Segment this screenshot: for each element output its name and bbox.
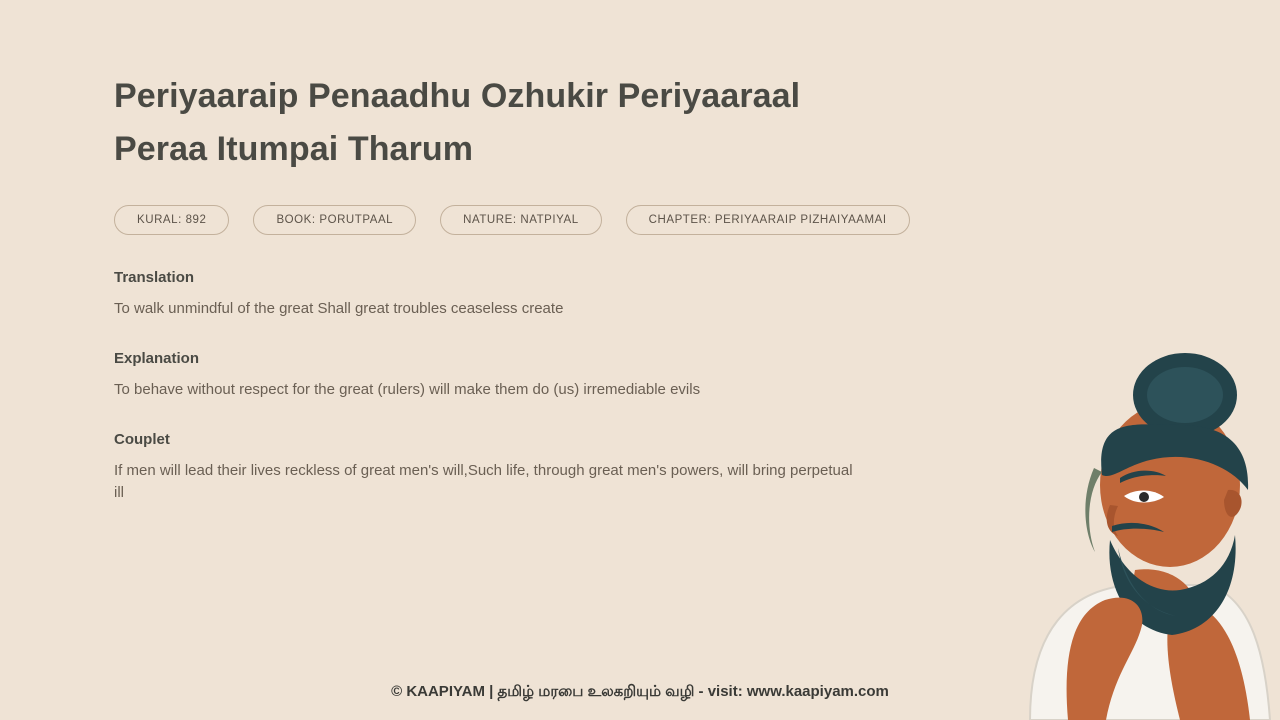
kural-content xyxy=(114,70,904,504)
metadata-tag-list xyxy=(114,205,904,235)
couplet-text: If men will lead their lives reckless of great men's will,Such life, through great men's powers, will bring perpetual ill xyxy=(114,462,853,501)
tag-chapter[interactable]: CHAPTER: PERIYAARAIP PIZHAIYAAMAI xyxy=(626,205,910,235)
translation-label: Translation xyxy=(114,269,195,286)
translation-text: To walk unmindful of the great Shall great troubles ceaseless create xyxy=(114,300,564,317)
section-couplet xyxy=(114,431,904,504)
thiruvalluvar-writing-icon xyxy=(880,300,1280,720)
explanation-text: To behave without respect for the great (rulers) will make them do (us) irremediable evils xyxy=(114,381,701,398)
footer-text: © KAAPIYAM | தமிழ் மரபை உலகறியும் வழி - visit: xyxy=(391,683,747,700)
tag-kural[interactable]: KURAL: 892 xyxy=(114,205,229,235)
footer xyxy=(0,683,1280,702)
tag-nature[interactable]: NATURE: NATPIYAL xyxy=(440,205,602,235)
footer-website-link[interactable]: www.kaapiyam.com xyxy=(746,683,889,700)
tag-book[interactable]: BOOK: PORUTPAAL xyxy=(253,205,416,235)
section-explanation xyxy=(114,350,904,401)
explanation-label: Explanation xyxy=(114,350,200,367)
section-translation xyxy=(114,269,904,320)
couplet-label: Couplet xyxy=(114,431,170,448)
page-title: Periyaaraip Penaadhu Ozhukir Periyaaraal Peraa Itumpai Tharum xyxy=(114,77,801,168)
